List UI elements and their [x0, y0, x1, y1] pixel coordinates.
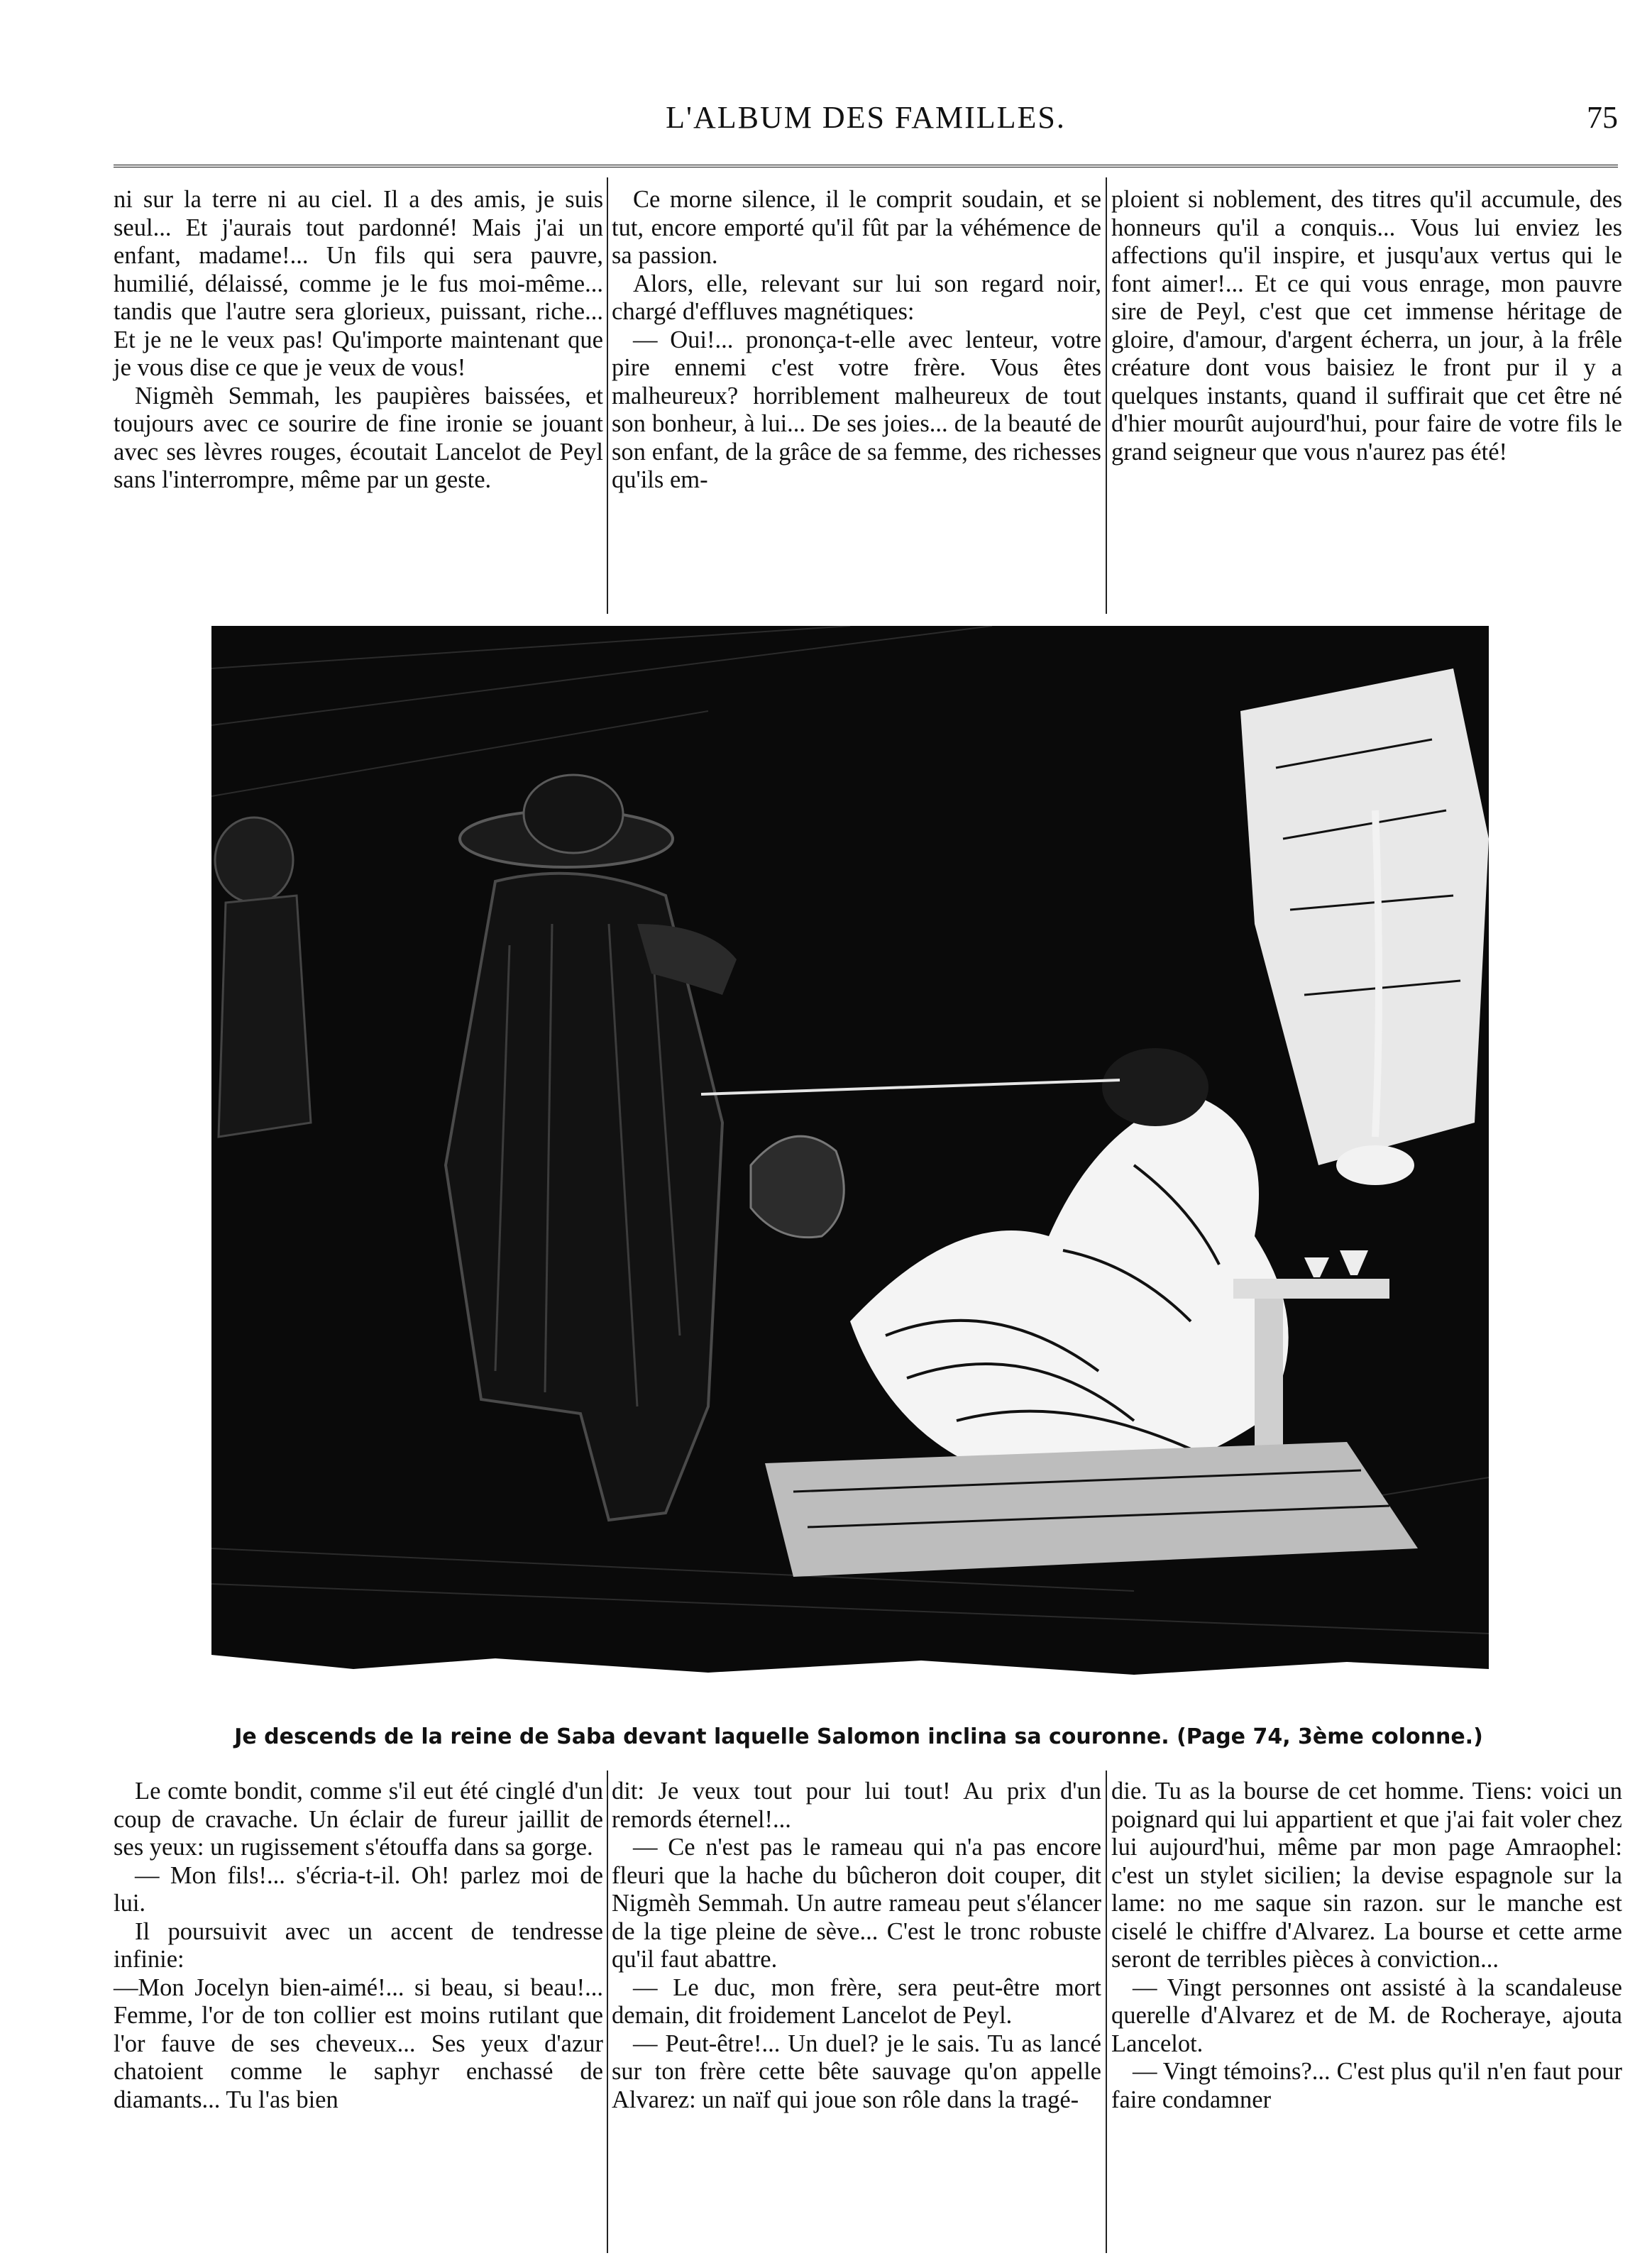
paragraph: ploient si noblement, des titres qu'il accumule, des honneurs qu'il a conquis... Vous lui enviez les affections qu'il inspire, et jusqu'aux vertus qui le font aimer!... Et ce qui vous enrage, mon pauvre sire de Peyl, c'est que cet immense héritage de gloire, d'amour, d'argent écherra, un jour, à la frêle créature dont vous baisiez le front pur il y a quelques instants, quand il suffirait que cet être né d'hier mourût aujourd'hui, pour faire de votre fils le grand seigneur que vous n'aurez pas été! — [1111, 186, 1622, 466]
illustration-caption: Je descends de la reine de Saba devant laquelle Salomon inclina sa couronne. (Page 74, 3ème colonne.) — [234, 1724, 1483, 1749]
paragraph: Nigmèh Semmah, les paupières baissées, et toujours avec ce sourire de fine ironie se jouant avec ses lèvres rouges, écoutait Lancelot de Peyl sans l'interrompre, même par un geste. — [114, 382, 603, 493]
top-column-2 — [612, 186, 1101, 495]
paragraph: Le comte bondit, comme s'il eut été cinglé d'un coup de cravache. Un éclair de fureur jaillit de ses yeux: un rugissement s'étouffa dans sa gorge. — [114, 1778, 603, 1861]
paragraph: — Mon fils!... s'écria-t-il. Oh! parlez moi de lui. — [114, 1861, 603, 1917]
paragraph: — Ce n'est pas le rameau qui n'a pas encore fleuri que la hache du bûcheron doit couper, dit Nigmèh Semmah. Un autre rameau peut s'élancer de la tige pleine de sève... C'est le tronc robuste qu'il faut abattre. — [612, 1834, 1101, 1973]
paragraph: ni sur la terre ni au ciel. Il a des amis, je suis seul... Et j'aurais tout pardonné! Mais j'ai un enfant, madame!... Un fils qui sera pauvre, humilié, délaissé, comme je le fus moi-même... tandis que l'autre sera glorieux, puissant, riche... Et je ne le veux pas! Qu'importe maintenant que je vous dise ce que je veux de vous! — [114, 186, 603, 381]
page-number: 75 — [1587, 100, 1618, 135]
bottom-column-2 — [612, 1778, 1101, 2114]
column-divider — [1106, 1771, 1107, 2253]
engraving-drawing — [211, 626, 1489, 1680]
paragraph: — Oui!... prononça-t-elle avec lenteur, votre pire ennemi c'est votre frère. Vous êtes malheureux? horriblement malheureux de tout son bonheur, à lui... De ses joies... de la beauté de son enfant, de la grâce de sa femme, des richesses qu'ils em- — [612, 326, 1101, 493]
page-header — [114, 99, 1618, 149]
column-divider — [1106, 177, 1107, 614]
header-rule — [114, 165, 1618, 167]
column-divider — [607, 177, 608, 614]
top-column-3 — [1111, 186, 1622, 466]
paragraph: Ce morne silence, il le comprit soudain, et se tut, encore emporté qu'il fût par la véhémence de sa passion. — [612, 186, 1101, 269]
paragraph: dit: Je veux tout pour lui tout! Au prix d'un remords éternel!... — [612, 1778, 1101, 1833]
journal-title: L'ALBUM DES FAMILLES. — [666, 100, 1066, 135]
paragraph: — Le duc, mon frère, sera peut-être mort demain, dit froidement Lancelot de Peyl. — [612, 1973, 1101, 2029]
top-column-1 — [114, 186, 603, 495]
engraving-illustration — [211, 626, 1489, 1680]
paragraph: — Vingt témoins?... C'est plus qu'il n'en faut pour faire condamner — [1111, 2058, 1622, 2113]
paragraph: — Vingt personnes ont assisté à la scandaleuse querelle d'Alvarez et de M. de Rocheraye, ajouta Lancelot. — [1111, 1973, 1622, 2057]
paragraph: —Mon Jocelyn bien-aimé!... si beau, si beau!... Femme, l'or de ton collier est moins rutilant que l'or fauve de ses cheveux... Ses yeux d'azur chatoient comme le saphyr enchassé de diamants... Tu l'as bien — [114, 1973, 603, 2113]
bottom-column-1 — [114, 1778, 603, 2114]
column-divider — [607, 1771, 608, 2253]
paragraph: Alors, elle, relevant sur lui son regard noir, chargé d'effluves magnétiques: — [612, 270, 1101, 325]
paragraph: die. Tu as la bourse de cet homme. Tiens: voici un poignard qui lui appartient et que j'ai fait voler chez lui aujourd'hui, même par mon page Amraophel: c'est un stylet sicilien; la devise espagnole sur la lame: no me saque sin razon. sur le manche est ciselé le chiffre d'Alvarez. La bourse et cette arme seront de terribles pièces à conviction... — [1111, 1778, 1622, 1973]
paragraph: — Peut-être!... Un duel? je le sais. Tu as lancé sur ton frère cette bête sauvage qu'on appelle Alvarez: un naïf qui joue son rôle dans la tragé- — [612, 2030, 1101, 2113]
paragraph: Il poursuivit avec un accent de tendresse infinie: — [114, 1917, 603, 1973]
bottom-column-3 — [1111, 1778, 1622, 2114]
